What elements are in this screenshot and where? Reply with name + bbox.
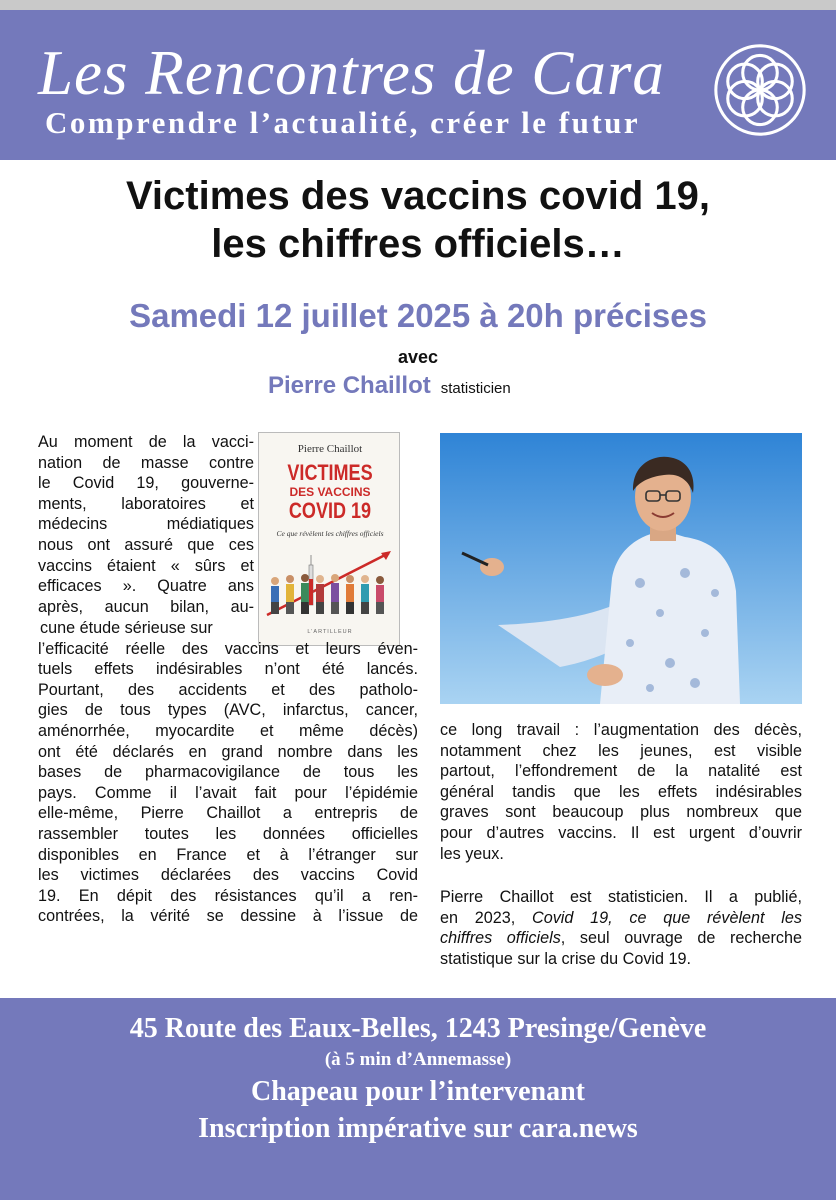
- brand-tagline: Comprendre l’actualité, créer le futur: [45, 105, 641, 140]
- book-illustration: [265, 543, 395, 623]
- syringe-icon: [309, 555, 313, 605]
- book-title-line-2: DES VACCINS: [289, 485, 371, 499]
- people-figures: [271, 574, 384, 614]
- speaker-bio: [440, 887, 802, 969]
- text-line: nous ont assuré que ces: [38, 535, 254, 554]
- text-line: bases de pharmacovigilance de tous les: [38, 763, 418, 782]
- text-line: rassembler toutes les données officielles: [38, 824, 418, 843]
- bio-suffix: , seul ouvrage de recherche: [560, 929, 803, 948]
- text-line: nation de masse contre: [38, 453, 254, 472]
- text-line: le Covid 19, gouverne-: [38, 474, 254, 493]
- text-line: graves sont beaucoup plus nombreux que: [440, 803, 802, 822]
- flower-of-life-icon: [712, 42, 808, 138]
- text-line: tuels effets indésirables n’ont été lancés.: [38, 660, 418, 679]
- text-line: après, aucun bilan, au-: [38, 597, 254, 616]
- text-line: Au moment de la vacci-: [38, 433, 254, 451]
- event-title-line-1: Victimes des vaccins covid 19,: [125, 174, 711, 218]
- text-line: [440, 908, 802, 929]
- bio-prefix: en 2023,: [440, 908, 532, 927]
- text-line: général tandis que les effets indésirables: [440, 782, 802, 801]
- text-line: aménorrhée, myocardite et même décès): [38, 721, 418, 740]
- text-line: disponibles en France et à l’étranger sur: [38, 845, 418, 864]
- text-line: vaccins étaient « sûrs et: [38, 556, 254, 575]
- text-line: les yeux.: [440, 844, 504, 863]
- venue-location-hint: (à 5 min d’Annemasse): [324, 1049, 512, 1070]
- event-title-line-2: les chiffres officiels…: [211, 222, 625, 266]
- text-line: Pourtant, des accidents et des patholo-: [38, 680, 418, 699]
- event-title: [0, 172, 836, 268]
- book-cover: [258, 432, 400, 646]
- book-author: Pierre Chaillot: [297, 443, 363, 455]
- text-line: ont été déclarés en grand nombre dans les: [38, 742, 418, 761]
- text-line: médecins médiatiques: [38, 515, 254, 534]
- speaker-role: statisticien: [440, 380, 511, 397]
- text-line: cune étude sérieuse sur: [40, 619, 213, 637]
- event-date: Samedi 12 juillet 2025 à 20h précises: [129, 297, 707, 334]
- article-right: [440, 720, 802, 864]
- article-left-top: [38, 432, 254, 617]
- header-banner: [0, 10, 836, 160]
- book-title-line-1: VICTIMES: [287, 460, 373, 485]
- speaker-photo: [440, 433, 802, 704]
- with-label: avec: [397, 347, 439, 367]
- text-line: ments, laboratoires et: [38, 494, 254, 513]
- top-strip: [0, 0, 836, 10]
- book-publisher: L’ARTILLEUR: [307, 629, 353, 635]
- text-line: notamment chez les jeunes, est visible: [440, 741, 802, 760]
- article-left-bottom: [38, 618, 418, 927]
- venue-address: 45 Route des Eaux-Belles, 1243 Presinge/Genève: [129, 1013, 707, 1044]
- text-line: ce long travail : l’augmentation des décès,: [440, 721, 802, 739]
- text-line: contrées, la vérité se dessine à l’issue de: [38, 907, 418, 926]
- text-line: efficaces ». Quatre ans: [38, 577, 254, 596]
- text-line: [440, 928, 802, 949]
- text-line: elle-même, Pierre Chaillot a entrepris de: [38, 804, 418, 823]
- speaker-name: Pierre Chaillot: [268, 372, 431, 399]
- speaker: [268, 372, 511, 400]
- brand-title: Les Rencontres de Cara: [38, 38, 665, 108]
- text-line: pays. Comme il l’avait fait pour l’épidémie: [38, 783, 418, 802]
- text-line: pour d’autres vaccins. Il est urgent d’ouvrir: [440, 823, 802, 842]
- footer-banner: [0, 998, 836, 1200]
- text-line: partout, l’effondrement de la natalité est: [440, 762, 802, 781]
- book-subtitle: Ce que révèlent les chiffres officiels: [276, 529, 384, 538]
- book-title-italic: Covid 19, ce que révèlent les: [532, 908, 802, 927]
- book-title-italic: chiffres officiels: [440, 929, 561, 948]
- text-line: les victimes déclarées des vaccins Covid: [38, 866, 418, 885]
- text-line: statistique sur la crise du Covid 19.: [440, 949, 692, 968]
- text-line: gies de tous types (AVC, infarctus, cancer,: [38, 701, 418, 720]
- text-line: Pierre Chaillot est statisticien. Il a publié,: [440, 888, 802, 906]
- text-line: 19. En dépit des résistances qu’il a ren-: [38, 886, 418, 905]
- text-line: l’efficacité réelle des vaccins et leurs éven-: [38, 639, 418, 658]
- registration-note: Inscription impérative sur cara.news: [198, 1113, 638, 1144]
- speaker-fee-note: Chapeau pour l’intervenant: [251, 1076, 585, 1107]
- book-title-line-3: COVID 19: [288, 498, 372, 523]
